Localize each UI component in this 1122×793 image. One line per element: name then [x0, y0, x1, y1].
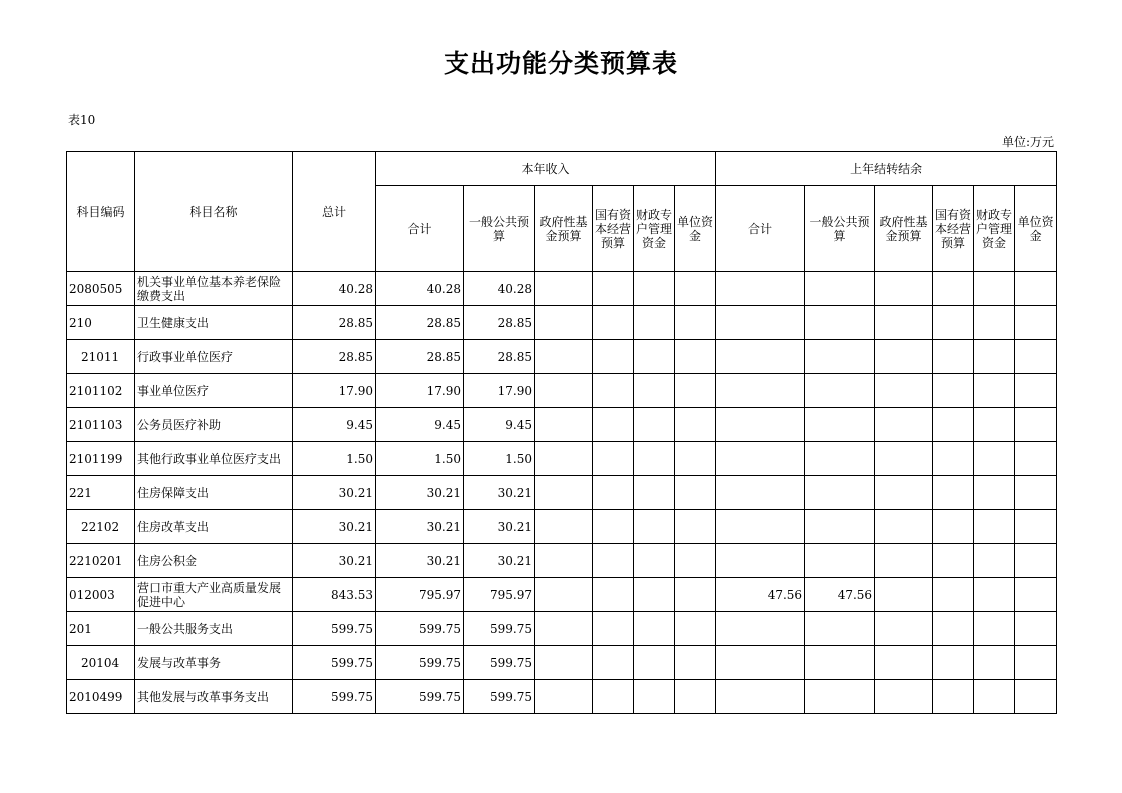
- cell-prev-fund: [875, 272, 933, 306]
- cell-prev-general: [805, 306, 875, 340]
- cell-name: 住房公积金: [135, 544, 293, 578]
- header-prev-general: 一般公共预算: [805, 186, 875, 272]
- cell-prev-special-account: [974, 340, 1015, 374]
- cell-current-state-capital: [593, 442, 634, 476]
- cell-current-unit-fund: [675, 612, 716, 646]
- header-current-special-account: 财政专户管理资金: [634, 186, 675, 272]
- cell-prev-total: [716, 374, 805, 408]
- cell-current-general: 599.75: [464, 612, 535, 646]
- budget-table: [66, 151, 1057, 714]
- cell-prev-fund: [875, 476, 933, 510]
- cell-current-fund: [535, 578, 593, 612]
- cell-current-unit-fund: [675, 680, 716, 714]
- cell-current-state-capital: [593, 544, 634, 578]
- cell-current-state-capital: [593, 408, 634, 442]
- cell-current-total: 40.28: [376, 272, 464, 306]
- cell-current-fund: [535, 544, 593, 578]
- cell-current-state-capital: [593, 476, 634, 510]
- cell-prev-general: [805, 476, 875, 510]
- cell-name: 其他行政事业单位医疗支出: [135, 442, 293, 476]
- cell-current-total: 599.75: [376, 646, 464, 680]
- cell-code: 2010499: [67, 680, 135, 714]
- cell-current-total: 30.21: [376, 476, 464, 510]
- cell-name: 一般公共服务支出: [135, 612, 293, 646]
- cell-prev-unit-fund: [1015, 680, 1057, 714]
- cell-prev-fund: [875, 408, 933, 442]
- cell-prev-special-account: [974, 646, 1015, 680]
- cell-prev-special-account: [974, 272, 1015, 306]
- cell-prev-unit-fund: [1015, 442, 1057, 476]
- cell-code: 2210201: [67, 544, 135, 578]
- unit-label: 单位:万元: [1001, 135, 1054, 149]
- cell-prev-state-capital: [933, 306, 974, 340]
- cell-current-fund: [535, 680, 593, 714]
- cell-prev-fund: [875, 612, 933, 646]
- cell-current-unit-fund: [675, 272, 716, 306]
- cell-current-state-capital: [593, 646, 634, 680]
- cell-prev-fund: [875, 578, 933, 612]
- cell-current-total: 599.75: [376, 680, 464, 714]
- header-current-year: 本年收入: [376, 152, 716, 186]
- cell-name: 机关事业单位基本养老保险缴费支出: [135, 272, 293, 306]
- cell-current-fund: [535, 510, 593, 544]
- cell-prev-special-account: [974, 476, 1015, 510]
- header-name: 科目名称: [135, 152, 293, 272]
- cell-current-fund: [535, 340, 593, 374]
- cell-prev-total: [716, 612, 805, 646]
- cell-current-state-capital: [593, 510, 634, 544]
- cell-name: 行政事业单位医疗: [135, 340, 293, 374]
- cell-current-unit-fund: [675, 442, 716, 476]
- cell-prev-special-account: [974, 544, 1015, 578]
- cell-current-total: 30.21: [376, 510, 464, 544]
- cell-current-state-capital: [593, 306, 634, 340]
- cell-prev-unit-fund: [1015, 374, 1057, 408]
- cell-total: 599.75: [293, 680, 376, 714]
- cell-current-special-account: [634, 408, 675, 442]
- cell-total: 599.75: [293, 646, 376, 680]
- cell-prev-fund: [875, 544, 933, 578]
- cell-prev-state-capital: [933, 646, 974, 680]
- cell-name: 公务员医疗补助: [135, 408, 293, 442]
- cell-total: 30.21: [293, 544, 376, 578]
- cell-prev-state-capital: [933, 578, 974, 612]
- cell-prev-unit-fund: [1015, 578, 1057, 612]
- cell-prev-general: [805, 544, 875, 578]
- header-current-total: 合计: [376, 186, 464, 272]
- cell-current-general: 17.90: [464, 374, 535, 408]
- cell-current-special-account: [634, 340, 675, 374]
- cell-prev-special-account: [974, 578, 1015, 612]
- cell-total: 30.21: [293, 510, 376, 544]
- table-row: [67, 272, 1057, 306]
- cell-current-unit-fund: [675, 306, 716, 340]
- cell-prev-total: [716, 646, 805, 680]
- header-prev-total: 合计: [716, 186, 805, 272]
- cell-current-state-capital: [593, 578, 634, 612]
- cell-prev-total: [716, 510, 805, 544]
- header-prev-state-capital: 国有资本经营预算: [933, 186, 974, 272]
- cell-current-unit-fund: [675, 340, 716, 374]
- cell-current-fund: [535, 408, 593, 442]
- cell-prev-general: [805, 442, 875, 476]
- cell-prev-state-capital: [933, 612, 974, 646]
- cell-prev-general: [805, 646, 875, 680]
- cell-prev-general: [805, 680, 875, 714]
- cell-prev-fund: [875, 510, 933, 544]
- cell-current-fund: [535, 374, 593, 408]
- cell-current-special-account: [634, 612, 675, 646]
- cell-current-special-account: [634, 272, 675, 306]
- cell-prev-state-capital: [933, 374, 974, 408]
- cell-prev-unit-fund: [1015, 408, 1057, 442]
- cell-prev-unit-fund: [1015, 272, 1057, 306]
- cell-prev-state-capital: [933, 510, 974, 544]
- table-row: [67, 578, 1057, 612]
- cell-prev-special-account: [974, 408, 1015, 442]
- cell-current-state-capital: [593, 340, 634, 374]
- cell-current-general: 9.45: [464, 408, 535, 442]
- cell-prev-special-account: [974, 612, 1015, 646]
- table-row: [67, 442, 1057, 476]
- cell-current-unit-fund: [675, 476, 716, 510]
- cell-prev-unit-fund: [1015, 612, 1057, 646]
- cell-current-unit-fund: [675, 646, 716, 680]
- cell-prev-unit-fund: [1015, 544, 1057, 578]
- cell-current-state-capital: [593, 680, 634, 714]
- cell-code: 22102: [67, 510, 135, 544]
- cell-prev-total: [716, 476, 805, 510]
- cell-current-unit-fund: [675, 544, 716, 578]
- table-row: [67, 306, 1057, 340]
- table-row: [67, 612, 1057, 646]
- table-row: [67, 476, 1057, 510]
- header-prev-special-account: 财政专户管理资金: [974, 186, 1015, 272]
- cell-prev-special-account: [974, 680, 1015, 714]
- cell-current-total: 9.45: [376, 408, 464, 442]
- cell-current-general: 1.50: [464, 442, 535, 476]
- cell-current-special-account: [634, 544, 675, 578]
- cell-prev-unit-fund: [1015, 340, 1057, 374]
- cell-prev-fund: [875, 680, 933, 714]
- cell-prev-state-capital: [933, 442, 974, 476]
- cell-current-fund: [535, 306, 593, 340]
- cell-name: 卫生健康支出: [135, 306, 293, 340]
- table-row: [67, 340, 1057, 374]
- cell-code: 012003: [67, 578, 135, 612]
- cell-prev-general: [805, 612, 875, 646]
- cell-code: 201: [67, 612, 135, 646]
- cell-current-total: 599.75: [376, 612, 464, 646]
- table-row: [67, 680, 1057, 714]
- cell-prev-fund: [875, 306, 933, 340]
- cell-prev-special-account: [974, 374, 1015, 408]
- cell-current-fund: [535, 476, 593, 510]
- cell-current-special-account: [634, 680, 675, 714]
- cell-current-total: 17.90: [376, 374, 464, 408]
- cell-prev-fund: [875, 442, 933, 476]
- header-current-unit-fund: 单位资金: [675, 186, 716, 272]
- cell-current-total: 30.21: [376, 544, 464, 578]
- cell-prev-general: [805, 272, 875, 306]
- cell-current-general: 30.21: [464, 476, 535, 510]
- cell-name: 发展与改革事务: [135, 646, 293, 680]
- cell-total: 28.85: [293, 306, 376, 340]
- cell-current-general: 28.85: [464, 340, 535, 374]
- cell-current-total: 795.97: [376, 578, 464, 612]
- cell-prev-total: [716, 680, 805, 714]
- cell-current-unit-fund: [675, 578, 716, 612]
- header-prev-unit-fund: 单位资金: [1015, 186, 1057, 272]
- cell-prev-unit-fund: [1015, 646, 1057, 680]
- cell-current-special-account: [634, 442, 675, 476]
- cell-prev-general: [805, 408, 875, 442]
- cell-current-fund: [535, 612, 593, 646]
- cell-name: 事业单位医疗: [135, 374, 293, 408]
- cell-code: 20104: [67, 646, 135, 680]
- cell-current-unit-fund: [675, 408, 716, 442]
- cell-current-state-capital: [593, 612, 634, 646]
- cell-code: 21011: [67, 340, 135, 374]
- cell-prev-fund: [875, 646, 933, 680]
- cell-prev-special-account: [974, 442, 1015, 476]
- cell-current-general: 28.85: [464, 306, 535, 340]
- cell-code: 2080505: [67, 272, 135, 306]
- cell-code: 2101199: [67, 442, 135, 476]
- cell-current-total: 28.85: [376, 306, 464, 340]
- cell-prev-special-account: [974, 510, 1015, 544]
- header-prev-fund: 政府性基金预算: [875, 186, 933, 272]
- cell-current-total: 1.50: [376, 442, 464, 476]
- cell-prev-fund: [875, 340, 933, 374]
- cell-prev-general: [805, 374, 875, 408]
- cell-current-general: 599.75: [464, 680, 535, 714]
- cell-code: 221: [67, 476, 135, 510]
- cell-current-special-account: [634, 510, 675, 544]
- table-row: [67, 374, 1057, 408]
- cell-current-state-capital: [593, 272, 634, 306]
- header-current-state-capital: 国有资本经营预算: [593, 186, 634, 272]
- cell-current-special-account: [634, 476, 675, 510]
- cell-current-unit-fund: [675, 510, 716, 544]
- cell-name: 其他发展与改革事务支出: [135, 680, 293, 714]
- cell-current-general: 599.75: [464, 646, 535, 680]
- cell-prev-fund: [875, 374, 933, 408]
- table-number: 表10: [68, 113, 96, 127]
- cell-total: 40.28: [293, 272, 376, 306]
- cell-total: 28.85: [293, 340, 376, 374]
- cell-total: 843.53: [293, 578, 376, 612]
- cell-prev-unit-fund: [1015, 510, 1057, 544]
- table-row: [67, 544, 1057, 578]
- cell-prev-special-account: [974, 306, 1015, 340]
- cell-current-special-account: [634, 306, 675, 340]
- cell-current-total: 28.85: [376, 340, 464, 374]
- table-row: [67, 408, 1057, 442]
- cell-total: 9.45: [293, 408, 376, 442]
- cell-prev-total: [716, 408, 805, 442]
- cell-current-general: 40.28: [464, 272, 535, 306]
- cell-current-special-account: [634, 578, 675, 612]
- cell-current-unit-fund: [675, 374, 716, 408]
- cell-prev-state-capital: [933, 408, 974, 442]
- header-total: 总计: [293, 152, 376, 272]
- cell-prev-general: [805, 510, 875, 544]
- cell-name: 营口市重大产业高质量发展促进中心: [135, 578, 293, 612]
- cell-prev-total: [716, 272, 805, 306]
- cell-code: 210: [67, 306, 135, 340]
- cell-prev-unit-fund: [1015, 476, 1057, 510]
- cell-current-state-capital: [593, 374, 634, 408]
- cell-current-special-account: [634, 374, 675, 408]
- cell-prev-total: [716, 340, 805, 374]
- cell-prev-state-capital: [933, 340, 974, 374]
- cell-prev-state-capital: [933, 680, 974, 714]
- header-code: 科目编码: [67, 152, 135, 272]
- cell-name: 住房改革支出: [135, 510, 293, 544]
- cell-current-fund: [535, 646, 593, 680]
- cell-total: 17.90: [293, 374, 376, 408]
- cell-code: 2101103: [67, 408, 135, 442]
- cell-total: 1.50: [293, 442, 376, 476]
- cell-current-general: 30.21: [464, 544, 535, 578]
- cell-prev-state-capital: [933, 476, 974, 510]
- cell-current-fund: [535, 442, 593, 476]
- table-row: [67, 510, 1057, 544]
- header-current-fund: 政府性基金预算: [535, 186, 593, 272]
- cell-prev-total: [716, 442, 805, 476]
- cell-total: 30.21: [293, 476, 376, 510]
- cell-code: 2101102: [67, 374, 135, 408]
- cell-prev-general: 47.56: [805, 578, 875, 612]
- cell-prev-total: 47.56: [716, 578, 805, 612]
- cell-prev-unit-fund: [1015, 306, 1057, 340]
- header-prev-year: 上年结转结余: [716, 152, 1057, 186]
- cell-current-special-account: [634, 646, 675, 680]
- cell-prev-total: [716, 544, 805, 578]
- page-title: 支出功能分类预算表: [443, 49, 678, 78]
- cell-name: 住房保障支出: [135, 476, 293, 510]
- cell-prev-state-capital: [933, 272, 974, 306]
- cell-current-fund: [535, 272, 593, 306]
- cell-current-general: 30.21: [464, 510, 535, 544]
- cell-prev-total: [716, 306, 805, 340]
- cell-current-general: 795.97: [464, 578, 535, 612]
- cell-prev-state-capital: [933, 544, 974, 578]
- cell-prev-general: [805, 340, 875, 374]
- table-row: [67, 646, 1057, 680]
- cell-total: 599.75: [293, 612, 376, 646]
- header-current-general: 一般公共预算: [464, 186, 535, 272]
